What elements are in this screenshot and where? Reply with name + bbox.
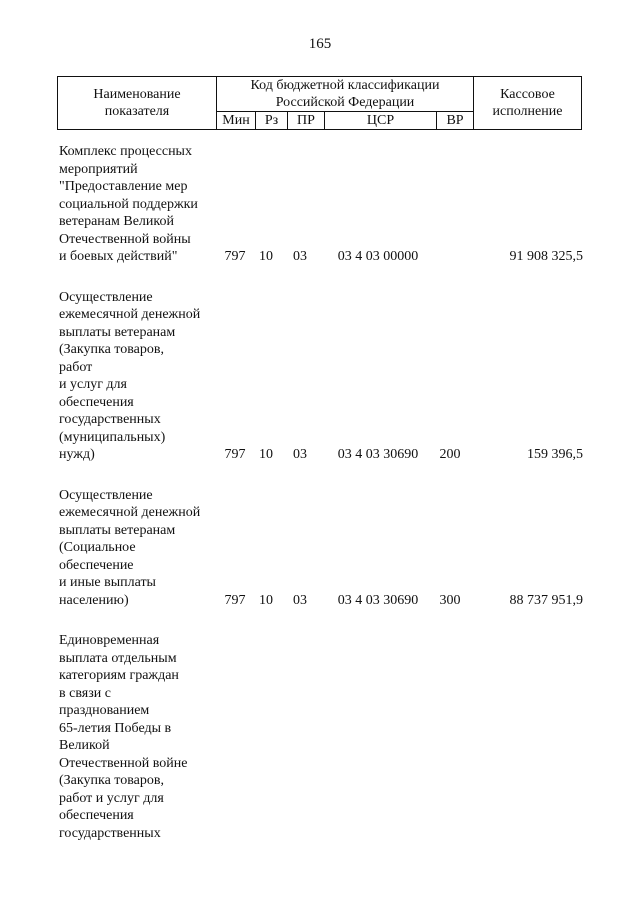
header-name-label: Наименование показателя bbox=[93, 87, 181, 119]
header-name-column bbox=[58, 77, 217, 130]
row-min: 797 bbox=[224, 249, 246, 264]
row-name: Осуществление ежемесячной денежной выплаты ветеранам (Закупка товаров, работ и услуг для обеспечения государственных (муниципальных) нужд) bbox=[59, 289, 201, 462]
row-csr: 03 4 03 30690 bbox=[337, 447, 419, 462]
header-pr: ПР bbox=[288, 112, 325, 130]
row-amount: 91 908 325,5 bbox=[509, 249, 583, 264]
header-total-label: Кассовое исполнение bbox=[492, 87, 563, 119]
table-row bbox=[0, 487, 640, 610]
row-rz: 10 bbox=[259, 249, 273, 264]
row-codes bbox=[0, 248, 640, 266]
row-vr: 200 bbox=[439, 447, 461, 462]
header-vr: ВР bbox=[437, 112, 474, 130]
row-min: 797 bbox=[224, 447, 246, 462]
row-name: Осуществление ежемесячной денежной выплаты ветеранам (Социальное обеспечение и иные выплаты населению) bbox=[59, 487, 201, 608]
table-header bbox=[57, 76, 582, 130]
table-row bbox=[0, 143, 640, 266]
header-rz: Рз bbox=[256, 112, 288, 130]
header-code-label: Код бюджетной классификации Российской Федерации bbox=[250, 78, 440, 110]
row-pr: 03 bbox=[293, 249, 307, 264]
row-vr: 300 bbox=[439, 592, 461, 608]
row-name: Комплекс процессных мероприятий "Предоставление мер социальной поддержки ветеранам Великой Отечественной войны и боевых действий" bbox=[59, 144, 198, 264]
row-csr: 03 4 03 00000 bbox=[337, 249, 419, 264]
header-min: Мин bbox=[217, 112, 256, 130]
row-rz: 10 bbox=[259, 592, 273, 608]
row-min: 797 bbox=[224, 592, 246, 608]
header-total-column bbox=[474, 77, 582, 130]
row-name: Единовременная выплата отдельным категориям граждан в связи с празднованием 65-летия Победы в Великой Отечественной войне (Закупка товаров, работ и услуг для обеспечения государственных bbox=[59, 633, 188, 841]
row-pr: 03 bbox=[293, 592, 307, 608]
header-code-group bbox=[217, 77, 474, 112]
row-amount: 88 737 951,9 bbox=[509, 592, 583, 608]
row-amount: 159 396,5 bbox=[527, 447, 583, 462]
table-body bbox=[0, 143, 640, 865]
row-codes bbox=[0, 446, 640, 464]
table-row bbox=[0, 632, 640, 842]
row-rz: 10 bbox=[259, 447, 273, 462]
page-number: 165 bbox=[308, 36, 332, 52]
row-codes bbox=[0, 592, 640, 610]
row-csr: 03 4 03 30690 bbox=[337, 592, 419, 608]
header-csr: ЦСР bbox=[325, 112, 437, 130]
row-pr: 03 bbox=[293, 447, 307, 462]
table-row bbox=[0, 289, 640, 464]
